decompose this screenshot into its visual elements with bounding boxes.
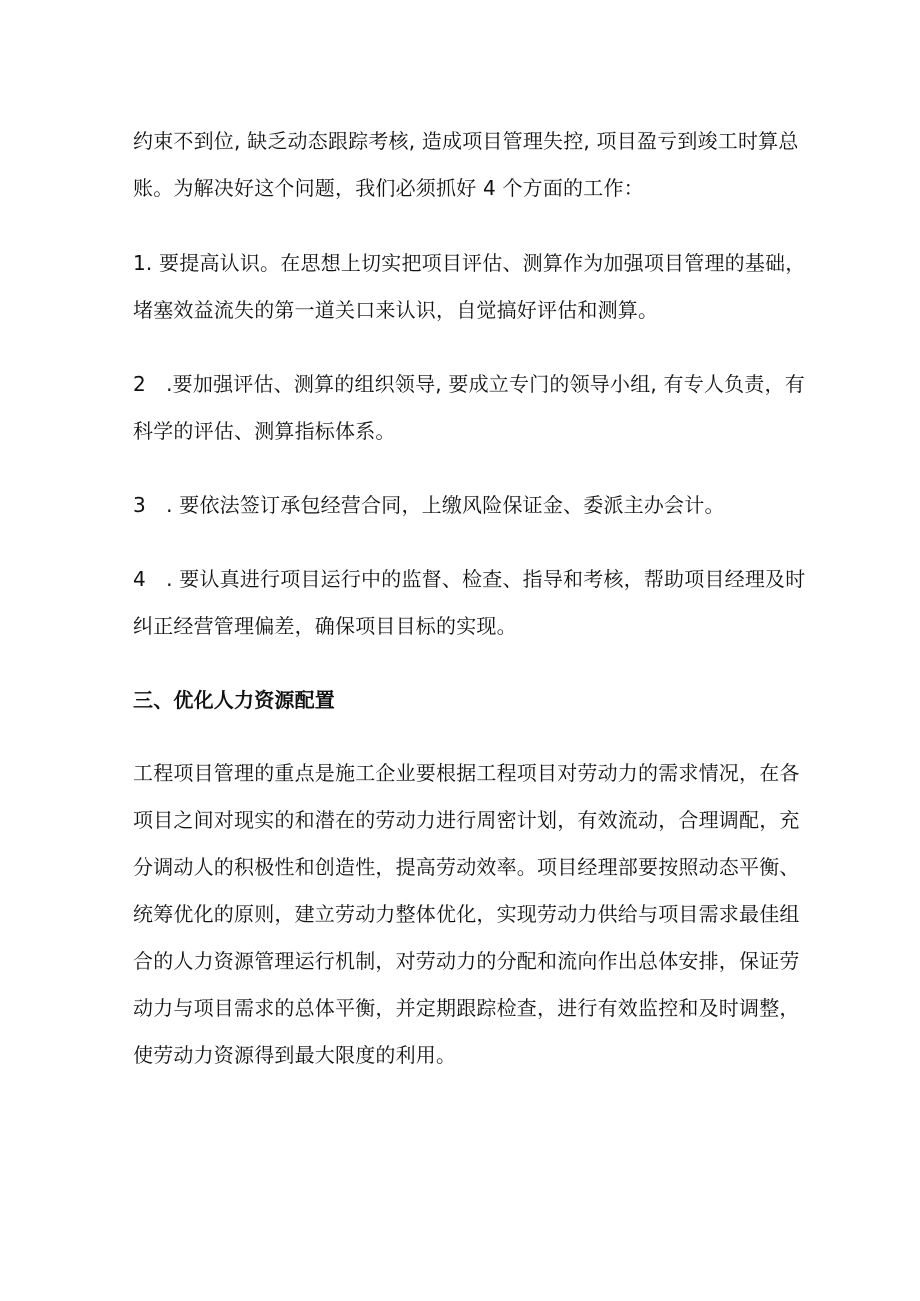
- paragraph-line: 纠正经营管理偏差，确保项目目标的实现。: [133, 614, 517, 638]
- list-item-2: [133, 361, 833, 455]
- body-paragraph: [133, 750, 833, 1079]
- paragraph-line: 账。为解决好这个问题，我们必须抓好 4 个方面的工作：: [133, 176, 644, 200]
- paragraph-line: 项目之间对现实的和潜在的劳动力进行周密计划，有效流动，合理调配，充: [133, 808, 800, 832]
- paragraph-line: 科学的评估、测算指标体系。: [133, 419, 396, 443]
- paragraph-line: 3 . 要依法签订承包经营合同，上缴风险保证金、委派主办会计。: [133, 493, 725, 517]
- paragraph-line: 4 . 要认真进行项目运行中的监督、检查、指导和考核，帮助项目经理及时: [133, 567, 806, 591]
- list-item-4: [133, 556, 833, 650]
- list-item-3: [133, 482, 833, 529]
- intro-paragraph: [133, 118, 833, 212]
- paragraph-line: 工程项目管理的重点是施工企业要根据工程项目对劳动力的需求情况，在各: [133, 761, 800, 785]
- paragraph-line: 动力与项目需求的总体平衡，并定期跟踪检查，进行有效监控和及时调整，: [133, 996, 800, 1020]
- paragraph-line: 分调动人的积极性和创造性，提高劳动效率。项目经理部要按照动态平衡、: [133, 855, 800, 879]
- paragraph-line: 使劳动力资源得到最大限度的利用。: [133, 1043, 457, 1067]
- paragraph-line: 堵塞效益流失的第一道关口来认识，自觉搞好评估和测算。: [133, 298, 659, 322]
- paragraph-line: 统筹优化的原则，建立劳动力整体优化，实现劳动力供给与项目需求最佳组: [133, 902, 800, 926]
- list-item-1: [133, 240, 833, 334]
- paragraph-line: 1. 要提高认识。在思想上切实把项目评估、测算作为加强项目管理的基础，: [133, 251, 806, 275]
- paragraph-line: 2 .要加强评估、测算的组织领导, 要成立专门的领导小组, 有专人负责，有: [133, 372, 805, 396]
- section-heading: 三、优化人力资源配置: [133, 688, 335, 712]
- paragraph-line: 约束不到位, 缺乏动态跟踪考核, 造成项目管理失控, 项目盈亏到竣工时算总: [133, 129, 799, 153]
- paragraph-line: 合的人力资源管理运行机制，对劳动力的分配和流向作出总体安排，保证劳: [133, 949, 800, 973]
